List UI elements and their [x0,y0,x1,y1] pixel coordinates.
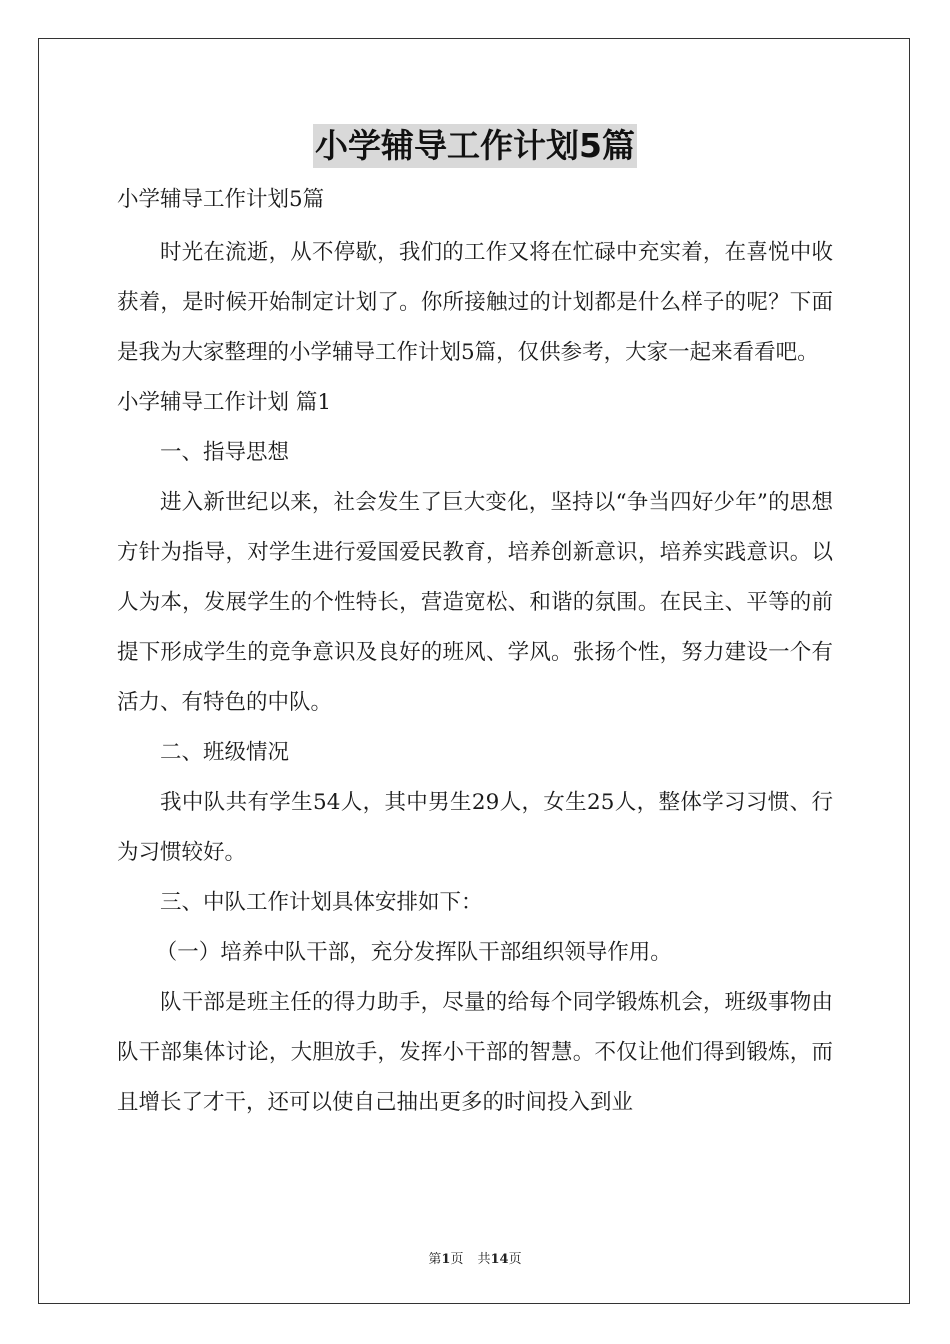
footer-total-suffix: 页 [508,1252,522,1267]
footer-page-prefix: 第 [428,1252,442,1267]
paragraph-team-cadres: 队干部是班主任的得力助手，尽量的给每个同学锻炼机会，班级事物由队干部集体讨论，大胆放手，发挥小干部的智慧。不仅让他们得到锻炼，而且增长了才干，还可以使自己抽出更多的时间投入到业 [117,990,833,1115]
intro-paragraph: 时光在流逝，从不停歇，我们的工作又将在忙碌中充实着，在喜悦中收获着，是时候开始制定计划了。你所接触过的计划都是什么样子的呢？下面是我为大家整理的小学辅导工作计划5篇，仅供参考，大家一起来看看吧。 [117,240,833,365]
footer-page-total: 14 [490,1252,509,1267]
paragraph-guiding-ideology: 进入新世纪以来，社会发生了巨大变化，坚持以“争当四好少年”的思想方针为指导，对学生进行爱国爱民教育，培养创新意识，培养实践意识。以人为本，发展学生的个性特长，营造宽松、和谐的氛围。在民主、平等的前提下形成学生的竞争意识及良好的班风、学风。张扬个性，努力建设一个有活力、有特色的中队。 [117,490,833,715]
paragraph-class-situation: 我中队共有学生54人，其中男生29人，女生25人，整体学习习惯、行为习惯较好。 [117,790,833,865]
heading-work-plan: 三、中队工作计划具体安排如下： [160,890,483,915]
section-heading: 小学辅导工作计划 篇1 [117,390,332,415]
document-title: 小学辅导工作计划5篇 [313,124,637,168]
subtitle-line: 小学辅导工作计划5篇 [117,187,325,212]
footer-page-current: 1 [441,1252,451,1267]
subheading-team-cadres: （一）培养中队干部，充分发挥队干部组织领导作用。 [155,940,672,965]
heading-guiding-ideology: 一、指导思想 [160,440,290,465]
footer-total-prefix: 共 [477,1252,491,1267]
page-footer [0,1248,950,1267]
footer-page-suffix: 页 [450,1252,464,1267]
document-body [117,178,833,1128]
title-container [0,124,950,168]
heading-class-situation: 二、班级情况 [160,740,290,765]
